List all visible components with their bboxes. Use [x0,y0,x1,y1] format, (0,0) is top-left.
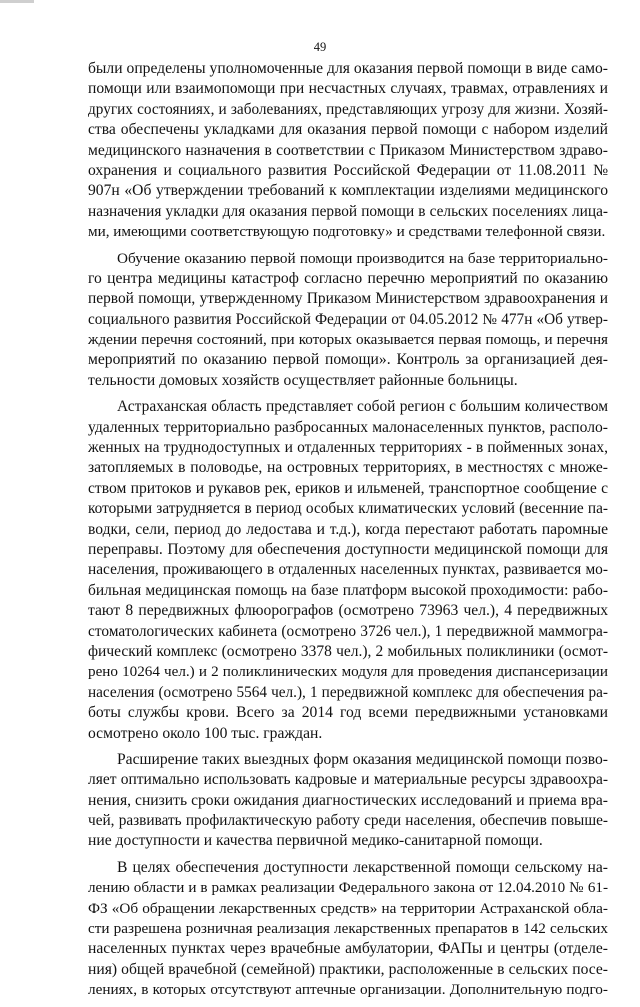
text-line: мероприятий по оказанию первой помощи». Контроль за организацией дея- [88,351,608,369]
text-line: затопляемых в половодье, на островных территориях, в местностях с множе- [88,459,608,477]
paragraph [88,397,608,744]
text-line: лению области и в рамках реализации Федерального закона от 12.04.2010 № 61- [88,880,608,897]
text-line: ства обеспечены укладками для оказания первой помощи с набором изделий [88,121,608,139]
paragraph [88,858,608,1001]
text-line: первой помощи, утвержденному Приказом Министерством здравоохранения и [88,290,608,308]
text-line: фический комплекс (осмотрено 3378 чел.), 2 мобильных поликлиники (осмот- [88,642,608,660]
text-line: 907н «Об утверждении требований к комплектации изделиями медицинского [88,182,608,200]
text-line: Астраханская область представляет собой регион с большим количеством [117,398,608,416]
text-line: помощи или взаимопомощи при несчастных случаях, травмах, отравлениях и [88,80,608,98]
paragraph [88,750,608,852]
text-line: Расширение таких выездных форм оказания медицинской помощи позво- [117,750,608,768]
text-line: ФЗ «Об обращении лекарственных средств» на территории Астраханской обла- [88,899,608,917]
text-line: социального развития Российской Федерации от 04.05.2012 № 477н «Об утвер- [88,310,608,328]
page-number: 49 [313,40,327,54]
text-line: населения (осмотрено 5564 чел.), 1 передвижной комплекс для обеспечения ра- [88,683,608,701]
text-line: Обучение оказанию первой помощи производится на базе территориально- [117,249,608,267]
text-line: других состояниях, и заболеваниях, представляющих угрозу для жизни. Хозяй- [88,100,608,118]
text-line: ние доступности и качества первичной медико-санитарной помощи. [88,832,543,850]
text-line: населенных пунктах через врачебные амбулатории, ФАПы и центры (отделе- [88,940,608,958]
paragraph [88,59,608,243]
scan-edge-mark [0,0,34,3]
text-line: ством притоков и рукавов рек, ериков и ильменей, транспортное сообщение с [88,479,608,497]
text-line: были определены уполномоченные для оказания первой помощи в виде само- [88,60,608,77]
text-line: которыми затрудняется в период особых климатических условий (весенние па- [88,500,608,518]
text-line: ми, имеющими соответствующую подготовку» и средствами телефонной связи. [88,223,606,241]
text-line: боты службы крови. Всего за 2014 год всеми передвижными установками [88,704,608,722]
text-line: лениях, в которых отсутствуют аптечные организации. Дополнительную подго- [88,981,608,999]
document-body [88,59,608,1007]
text-line: охранения и социального развития Российской Федерации от 11.08.2011 № [88,161,608,179]
text-line: удаленных территориально разбросанных малонаселенных пунктов, располо- [88,418,608,436]
text-line: ния) общей врачебной (семейной) практики, расположенные в сельских посе- [88,960,608,978]
text-line: стоматологических кабинета (осмотрено 3726 чел.), 1 передвижной маммогра- [88,622,608,640]
text-line: осмотрено около 100 тыс. граждан. [88,724,323,742]
text-line: водки, сели, период до ледостава и т.д.), когда перестают работать паромные [88,520,608,538]
text-line: ляет оптимально использовать кадровые и материальные ресурсы здравоохра- [88,771,608,789]
text-line: населения, проживающего в отдаленных населенных пунктах, развивается мо- [88,561,608,579]
text-line: бильная медицинская помощь на базе платформ высокой проходимости: рабо- [88,581,608,599]
text-line: тают 8 передвижных флюорографов (осмотрено 73963 чел.), 4 передвижных [88,602,608,620]
text-line: назначения укладки для оказания первой помощи в сельских поселениях лица- [88,202,608,220]
text-line: В целях обеспечения доступности лекарственной помощи сельскому на- [117,858,608,876]
text-line: нения, снизить сроки ожидания диагностических исследований и приема вра- [88,791,608,809]
paragraph [88,249,608,392]
text-line: переправы. Поэтому для обеспечения доступности медицинской помощи для [88,540,608,558]
text-line: го центра медицины катастроф согласно перечню мероприятий по оказанию [88,269,608,287]
text-line: рено 10264 чел.) и 2 поликлинических модуля для проведения диспансеризации [88,664,608,681]
text-line: ждении перечня состояний, при которых оказывается первая помощь, и перечня [88,332,608,349]
text-line: медицинского назначения в соответствии с Приказом Министерством здраво- [88,141,608,159]
text-line: женных на труднодоступных и отдаленных территориях - в пойменных зонах, [88,439,608,457]
text-line: чей, развивать профилактическую работу среди населения, обеспечив повыше- [88,812,608,830]
text-line: сти разрешена розничная реализация лекарственных препаратов в 142 сельских [88,920,608,938]
text-line: тельности домовых хозяйств осуществляет районные больницы. [88,371,518,389]
